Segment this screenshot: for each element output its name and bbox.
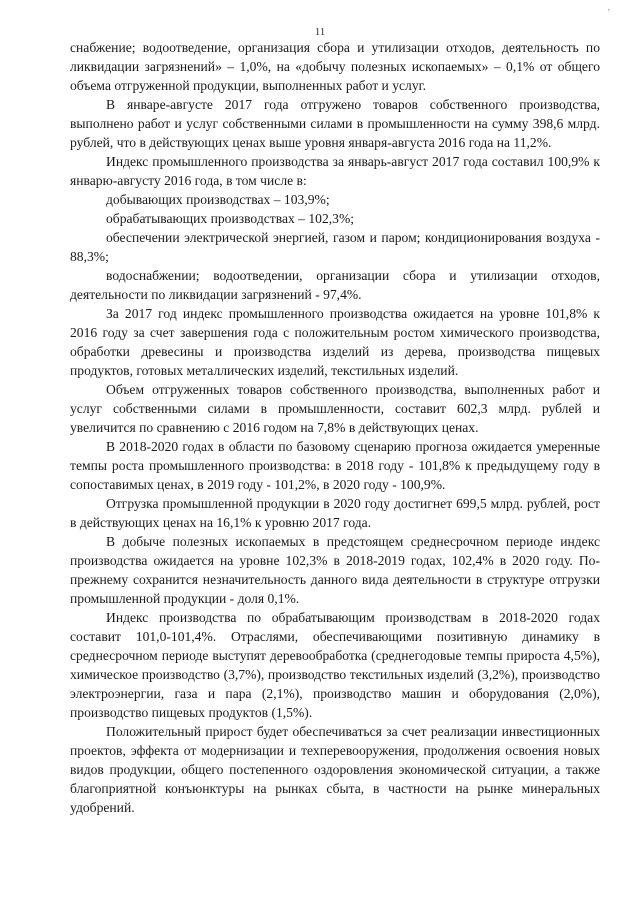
list-item: обрабатывающих производствах – 102,3%; <box>106 211 355 226</box>
list-item: обеспечении электрической энергией, газом и паром; кондиционирования воздуха - 88,3%; <box>70 230 600 264</box>
paragraph: В добыче полезных ископаемых в предстоящем среднесрочном периоде индекс производства ожидается на уровне 102,3% в 2018-2019 годах, 102,4% в 2020 году. По-прежнему сохранится незначительность данного вида деятельности в структуре отгрузки промышленной продукции - доля 0,1%. <box>70 534 600 606</box>
list-item: добывающих производствах – 103,9%; <box>106 192 330 207</box>
list-item: водоснабжении; водоотведении, организации сбора и утилизации отходов, деятельности по ликвидации загрязнений - 97,4%. <box>70 268 600 302</box>
paragraph: Индекс производства по обрабатывающим производствам в 2018-2020 годах составит 101,0-101,4%. Отраслями, обеспечивающими позитивную динамику в среднесрочном периоде выступят деревообработка (среднегодовые темпы прироста 4,5%), химическое производство (3,7%), производство текстильных изделий (3,2%), производство электроэнергии, газа и пара (2,1%), производство машин и оборудования (2,0%), производство пищевых продуктов (1,5%). <box>70 610 600 720</box>
paragraph: снабжение; водоотведение, организация сбора и утилизации отходов, деятельность по ликвидации загрязнений» – 1,0%, на «добычу полезных ископаемых» – 0,1% от общего объема отгруженной продукции, выполненных работ и услуг. <box>70 40 600 93</box>
corner-mark: , <box>607 2 610 12</box>
page-number: 11 <box>314 26 326 38</box>
paragraph: Индекс промышленного производства за январь-август 2017 года составил 100,9% к январю-августу 2016 года, в том числе в: <box>70 154 600 188</box>
body-text <box>70 38 600 817</box>
paragraph: Положительный прирост будет обеспечиваться за счет реализации инвестиционных проектов, эффекта от модернизации и техперевооружения, продолжения освоения новых видов продукции, общего постепенного оздоровления экономической ситуации, а также благоприятной конъюнктуры на рынках сбыта, в частности на рынке минеральных удобрений. <box>70 724 600 815</box>
paragraph: Объем отгруженных товаров собственного производства, выполненных работ и услуг собственными силами в промышленности, составит 602,3 млрд. рублей и увеличится по сравнению с 2016 годом на 7,8% в действующих ценах. <box>70 382 600 435</box>
paragraph: В январе-августе 2017 года отгружено товаров собственного производства, выполнено работ и услуг собственными силами в промышленности на сумму 398,6 млрд. рублей, что в действующих ценах выше уровня января-августа 2016 года на 11,2%. <box>70 97 600 150</box>
paragraph: В 2018-2020 годах в области по базовому сценарию прогноза ожидается умеренные темпы роста промышленного производства: в 2018 году - 101,8% к предыдущему году в сопоставимых ценах, в 2019 году - 101,2%, в 2020 году - 100,9%. <box>70 439 600 492</box>
paragraph: За 2017 год индекс промышленного производства ожидается на уровне 101,8% к 2016 году за счет завершения года с положительным ростом химического производства, обработки древесины и производства изделий из дерева, производства пищевых продуктов, готовых металлических изделий, текстильных изделий. <box>70 306 600 378</box>
paragraph: Отгрузка промышленной продукции в 2020 году достигнет 699,5 млрд. рублей, рост в действующих ценах на 16,1% к уровню 2017 года. <box>70 496 600 530</box>
